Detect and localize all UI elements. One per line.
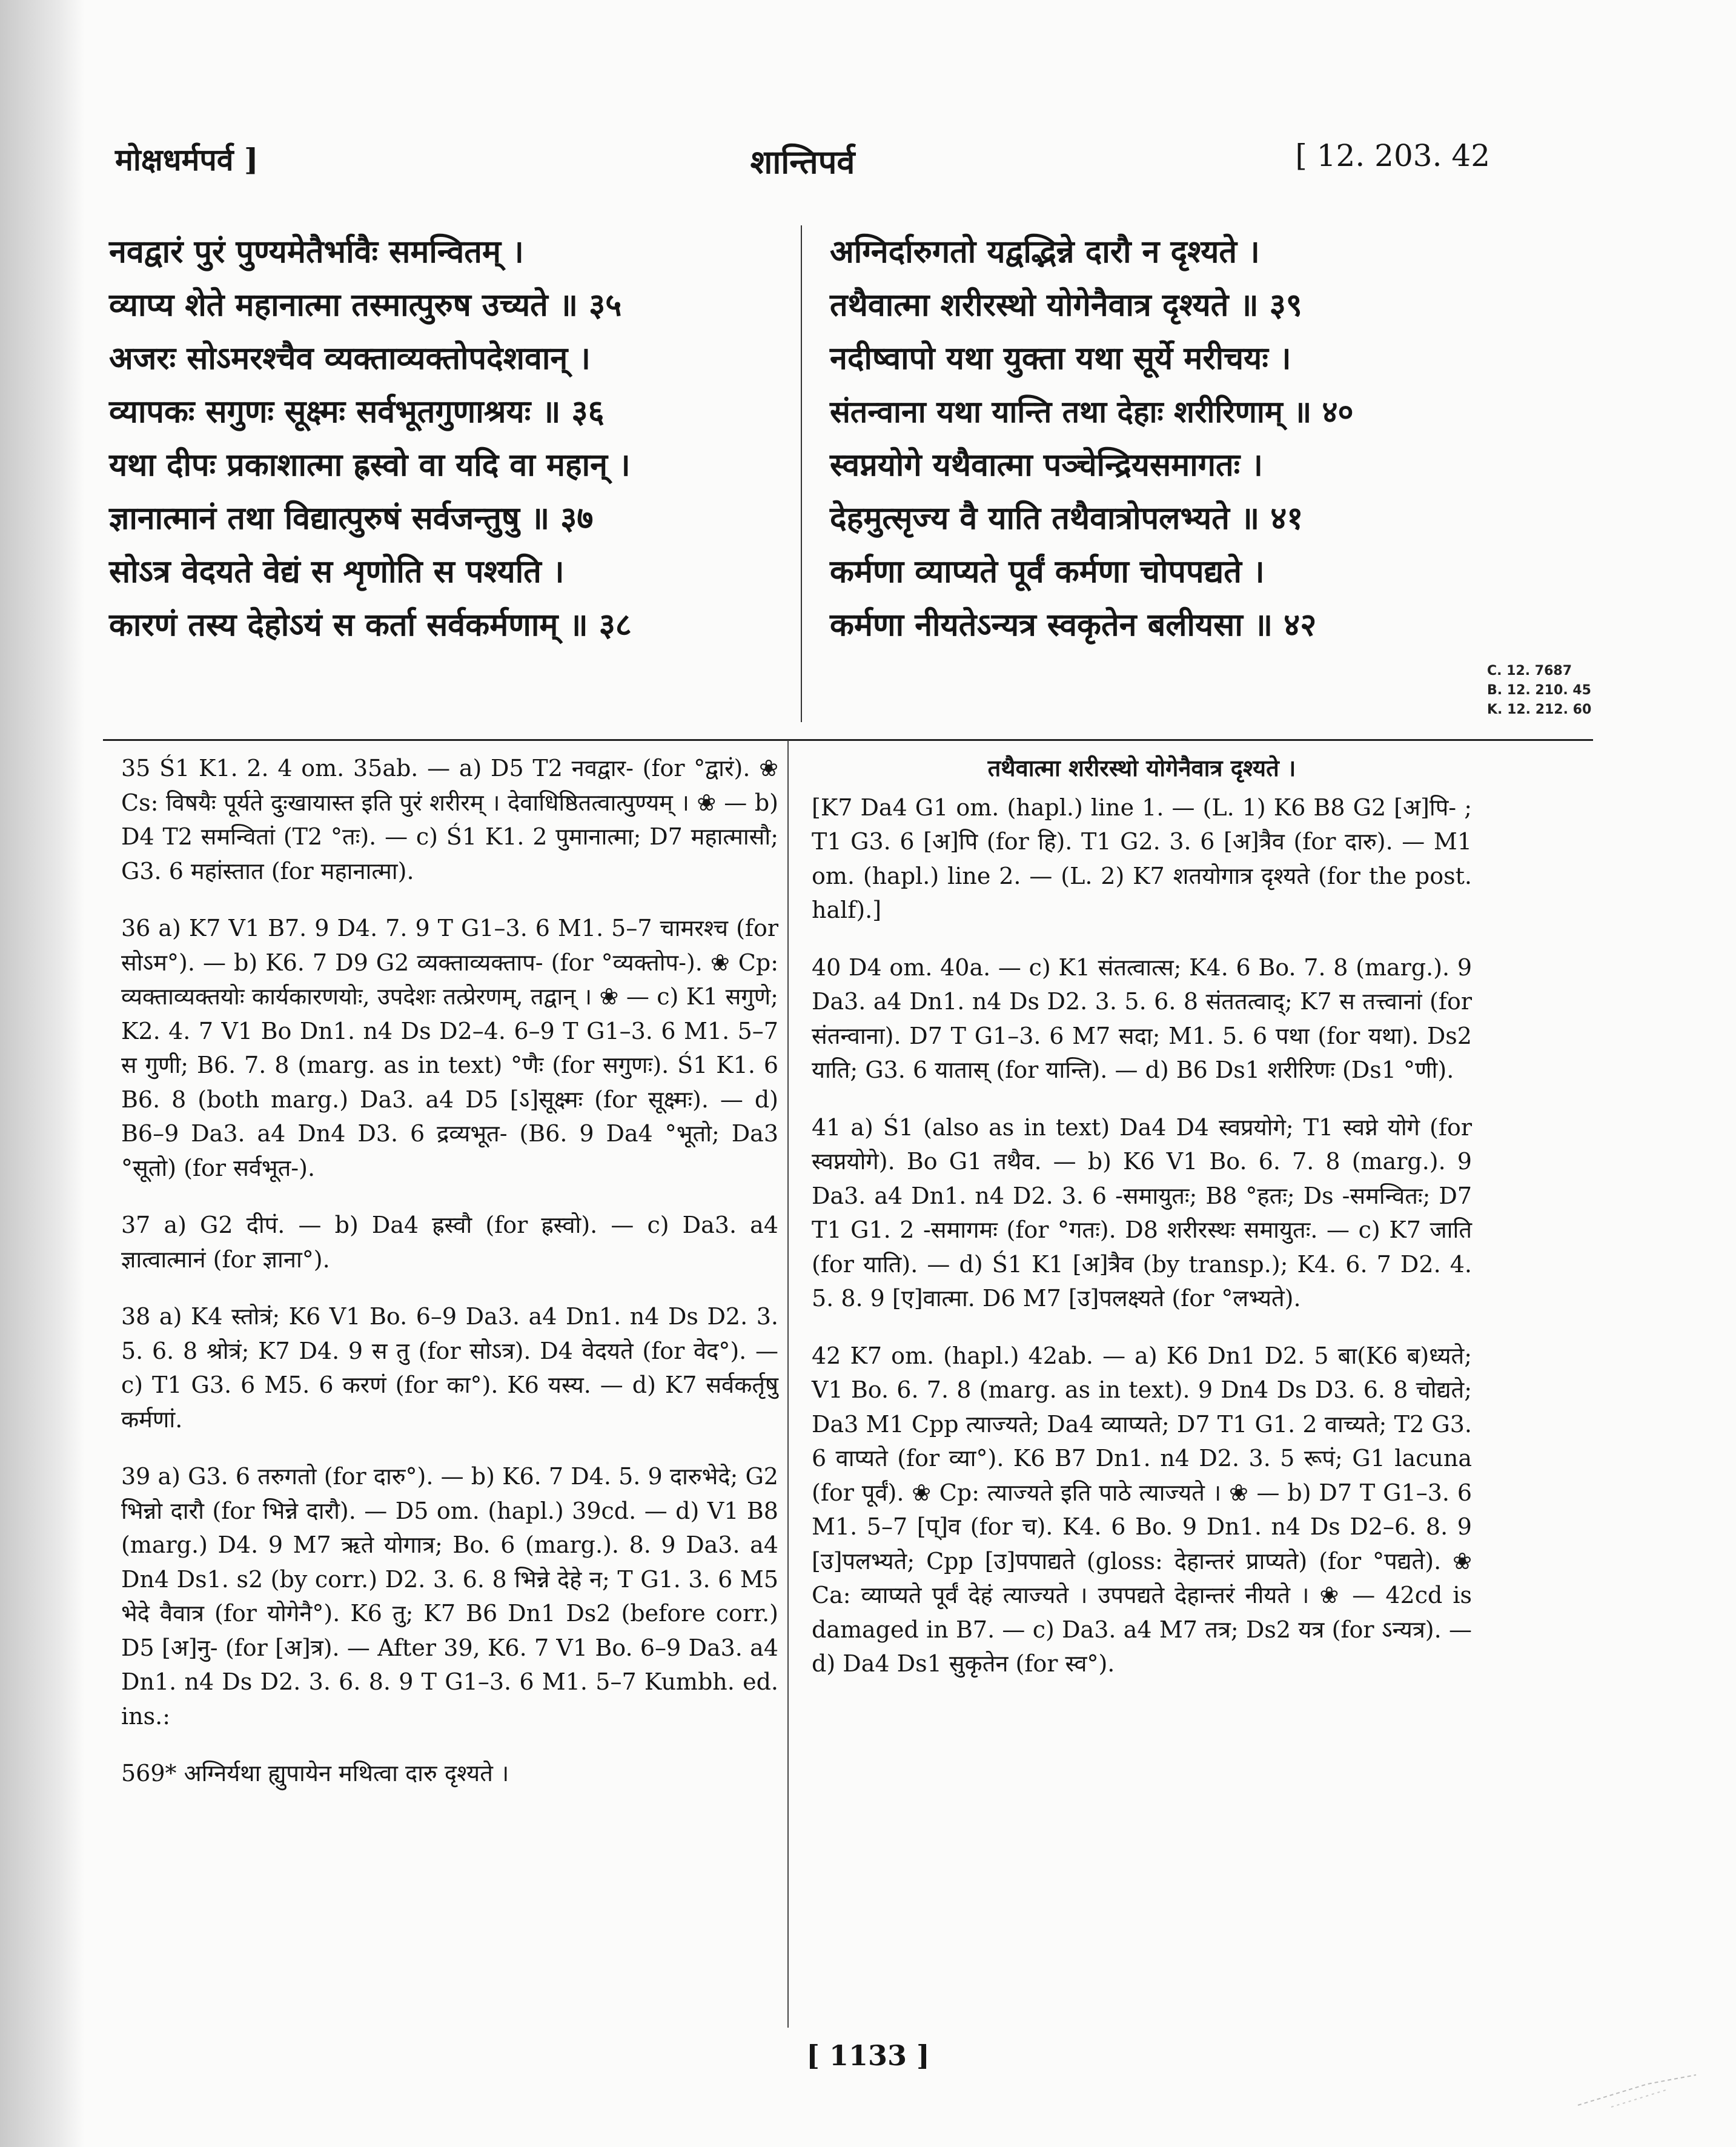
verse-column-right	[830, 225, 1484, 652]
verse-line: नवद्वारं पुरं पुण्यमेतैर्भावैः समन्वितम् ।	[109, 233, 524, 270]
scan-edge-shadow	[0, 0, 85, 2147]
verse-line: देहमुत्सृज्य वै याति तथैवात्रोपलभ्यते ॥ ४१	[830, 500, 1304, 537]
verse-line: कर्मणा व्याप्यते पूर्वं कर्मणा चोपपद्यते ।	[830, 553, 1265, 590]
page-number: [ 1133 ]	[806, 2039, 930, 2072]
header-section-title: मोक्षधर्मपर्व ]	[115, 142, 259, 178]
apparatus-note: 37 a) G2 दीपं. — b) Da4 ह्रस्वौ (for ह्रस्वो). — c) Da3. a4 ज्ञात्वात्मानं (for ज्ञाना°).	[121, 1212, 778, 1273]
verse-line: कारणं तस्य देहोऽयं स कर्ता सर्वकर्मणाम् ॥ ३८	[109, 606, 632, 643]
verse-line: व्यापकः सगुणः सूक्ष्मः सर्वभूतगुणाश्रयः ॥ ३६	[109, 393, 605, 430]
scan-mark	[1575, 2072, 1708, 2108]
header-reference: [ 12. 203. 42	[1295, 138, 1490, 173]
header-book-title: शान्तिपर्व	[750, 142, 855, 181]
verse-column-divider	[801, 225, 802, 722]
verse-line: सोऽत्र वेदयते वेद्यं स शृणोति स पश्यति ।	[109, 553, 565, 590]
verse-column-left	[109, 225, 787, 652]
verse-line: व्याप्य शेते महानात्मा तस्मात्पुरुष उच्यते ॥ ३५	[109, 287, 622, 324]
verse-line: यथा दीपः प्रकाशात्मा ह्रस्वो वा यदि वा महान् ।	[109, 446, 631, 483]
apparatus-note: [K7 Da4 G1 om. (hapl.) line 1. — (L. 1) K6 B8 G2 [अ]पि- ; T1 G3. 6 [अ]पि (for हि). T1 G2. 3. 6 [अ]त्रैव (for दारु). — M1 om. (hapl.) line 2. — (L. 2) K7 शतयोगात्र दृश्यते (for the post. half).]	[812, 794, 1472, 923]
verse-line: स्वप्नयोगे यथैवात्मा पञ्चेन्द्रियसमागतः ।	[830, 446, 1263, 483]
apparatus-note: 40 D4 om. 40a. — c) K1 संतत्वात्स; K4. 6 Bo. 7. 8 (marg.). 9 Da3. a4 Dn1. n4 Ds D2. 3. 5. 6. 8 संततत्वाद्; K7 स तत्त्वानां (for संतन्वाना). D7 T G1–3. 6 M7 सदा; M1. 5. 6 पथा (for यथा). Ds2 याति; G3. 6 यातास् (for यान्ति). — d) B6 Ds1 शरीरिणः (Ds1 °णी).	[812, 954, 1472, 1083]
apparatus-note: 42 K7 om. (hapl.) 42ab. — a) K6 Dn1 D2. 5 बा(K6 ब)ध्यते; V1 Bo. 6. 7. 8 (marg. as in text). 9 Dn4 Ds D3. 6. 8 चोद्यते; Da3 M1 Cpp त्याज्यते; Da4 व्याप्यते; D7 T1 G1. 2 वाच्यते; T2 G3. 6 वाप्यते (for व्या°). K6 B7 Dn1. n4 D2. 3. 5 रूपं; G1 lacuna (for पूर्वं). ❀ Cp: त्याज्यते इति पाठे त्याज्यते । ❀ — b) D7 T G1–3. 6 M1. 5–7 [प्]व (for च). K4. 6 Bo. 9 Dn1. n4 Ds D2–6. 8. 9 [उ]पलभ्यते; Cpp [उ]पपाद्यते (gloss: देहान्तरं प्राप्यते) (for °पद्यते). ❀ Ca: व्याप्यते पूर्वं देहं त्याज्यते । उपपद्यते देहान्तरं नीयते । ❀ — 42cd is damaged in B7. — c) Da3. a4 M7 तत्र; Ds2 यत्र (for ऽन्यत्र). — d) Da4 Ds1 सुकृतेन (for स्व°).	[812, 1342, 1472, 1677]
apparatus-note: 39 a) G3. 6 तरुगतो (for दारु°). — b) K6. 7 D4. 5. 9 दारुभेदे; G2 भिन्नो दारौ (for भिन्ने दारौ). — D5 om. (hapl.) 39cd. — d) V1 B8 (marg.) D4. 9 M7 ऋते योगात्र; Bo. 6 (marg.). 8. 9 Da3. a4 Dn4 Ds1. s2 (by corr.) D2. 3. 6. 8 भिन्ने देहे न; T G1. 3. 6 M5 भेदे वैवात्र (for योगेनै°). K6 तु; K7 B6 Dn1 Ds2 (before corr.) D5 [अ]नु- (for [अ]त्र). — After 39, K6. 7 V1 Bo. 6–9 Da3. a4 Dn1. n4 Ds D2. 3. 6. 8. 9 T G1–3. 6 M1. 5–7 Kumbh. ed. ins.:	[121, 1463, 778, 1730]
critical-apparatus-right	[812, 751, 1472, 1704]
concordance-line: B. 12. 210. 45	[1487, 683, 1591, 698]
star-passage-line: तथैवात्मा शरीरस्थो योगेनैवात्र दृश्यते ।	[987, 754, 1296, 781]
apparatus-column-divider	[787, 740, 789, 2028]
verse-line: संतन्वाना यथा यान्ति तथा देहाः शरीरिणाम् ॥ ४०	[830, 394, 1354, 430]
running-header	[115, 138, 1490, 187]
verse-line: अजरः सोऽमरश्चैव व्यक्ताव्यक्तोपदेशवान् ।	[109, 340, 591, 377]
apparatus-note: 36 a) K7 V1 B7. 9 D4. 7. 9 T G1–3. 6 M1. 5–7 चामरश्च (for सोऽम°). — b) K6. 7 D9 G2 व्यक्ताव्यक्ताप- (for °व्यक्तोप-). ❀ Cp: व्यक्ताव्यक्तयोः कार्यकारणयोः, उपदेशः तत्प्रेरणम्, तद्वान् । ❀ — c) K1 सगुणे; K2. 4. 7 V1 Bo Dn1. n4 Ds D2–4. 6–9 T G1–3. 6 M1. 5–7 स गुणी; B6. 7. 8 (marg. as in text) °णैः (for सगुणः). Ś1 K1. 6 B6. 8 (both marg.) Da3. a4 D5 [ऽ]सूक्ष्मः (for सूक्ष्मः). — d) B6–9 Da3. a4 Dn4 D3. 6 द्रव्यभूत- (B6. 9 Da4 °भूतो; Da3 °सूतो) (for सर्वभूत-).	[121, 915, 778, 1181]
apparatus-rule	[103, 739, 1593, 741]
concordance-references	[1487, 662, 1591, 720]
verse-line: तथैवात्मा शरीरस्थो योगेनैवात्र दृश्यते ॥ ३९	[830, 287, 1302, 324]
critical-apparatus-left	[121, 751, 778, 1814]
verse-line: अग्निर्दारुगतो यद्वद्भिन्ने दारौ न दृश्यते ।	[830, 233, 1260, 270]
apparatus-note: 41 a) Ś1 (also as in text) Da4 D4 स्वप्रयोगे; T1 स्वप्ने योगे (for स्वप्नयोगे). Bo G1 तथैव. — b) K6 V1 Bo. 6. 7. 8 (marg.). 9 Da3. a4 Dn1. n4 D2. 3. 6 -समायुतः; B8 °हतः; Ds -समन्वितः; D7 T1 G1. 2 -समागमः (for °गतः). D8 शरीरस्थः समायुतः. — c) K7 जाति (for याति). — d) Ś1 K1 [अ]त्रैव (by transp.); K4. 6. 7 D2. 4. 5. 8. 9 [ए]वात्मा. D6 M7 [उ]पलक्ष्यते (for °लभ्यते).	[812, 1113, 1472, 1312]
verse-line: ज्ञानात्मानं तथा विद्यात्पुरुषं सर्वजन्तुषु ॥ ३७	[109, 500, 594, 537]
concordance-line: C. 12. 7687	[1487, 663, 1572, 679]
apparatus-note: 35 Ś1 K1. 2. 4 om. 35ab. — a) D5 T2 नवद्वार- (for °द्वारं). ❀ Cs: विषयैः पूर्यते दुःखायास्त इति पुरं शरीरम् । देवाधिष्ठितत्वात्पुण्यम् । ❀ — b) D4 T2 समन्वितां (T2 °तः). — c) Ś1 K1. 2 पुमानात्मा; D7 महात्मासौ; G3. 6 महांस्तात (for महानात्मा).	[121, 755, 778, 884]
verse-line: कर्मणा नीयतेऽन्यत्र स्वकृतेन बलीयसा ॥ ४२	[830, 606, 1317, 643]
apparatus-note: 38 a) K4 स्तोत्रं; K6 V1 Bo. 6–9 Da3. a4 Dn1. n4 Ds D2. 3. 5. 6. 8 श्रोत्रं; K7 D4. 9 स तु (for सोऽत्र). D4 वेदयते (for वेद°). — c) T1 G3. 6 M5. 6 करणं (for का°). K6 यस्य. — d) K7 सर्वकर्तृषु कर्मणां.	[121, 1303, 778, 1433]
concordance-line: K. 12. 212. 60	[1487, 702, 1592, 717]
star-passage: 569* अग्निर्यथा ह्युपायेन मथित्वा दारु दृश्यते ।	[121, 1760, 509, 1787]
verse-line: नदीष्वापो यथा युक्ता यथा सूर्ये मरीचयः ।	[830, 340, 1291, 377]
